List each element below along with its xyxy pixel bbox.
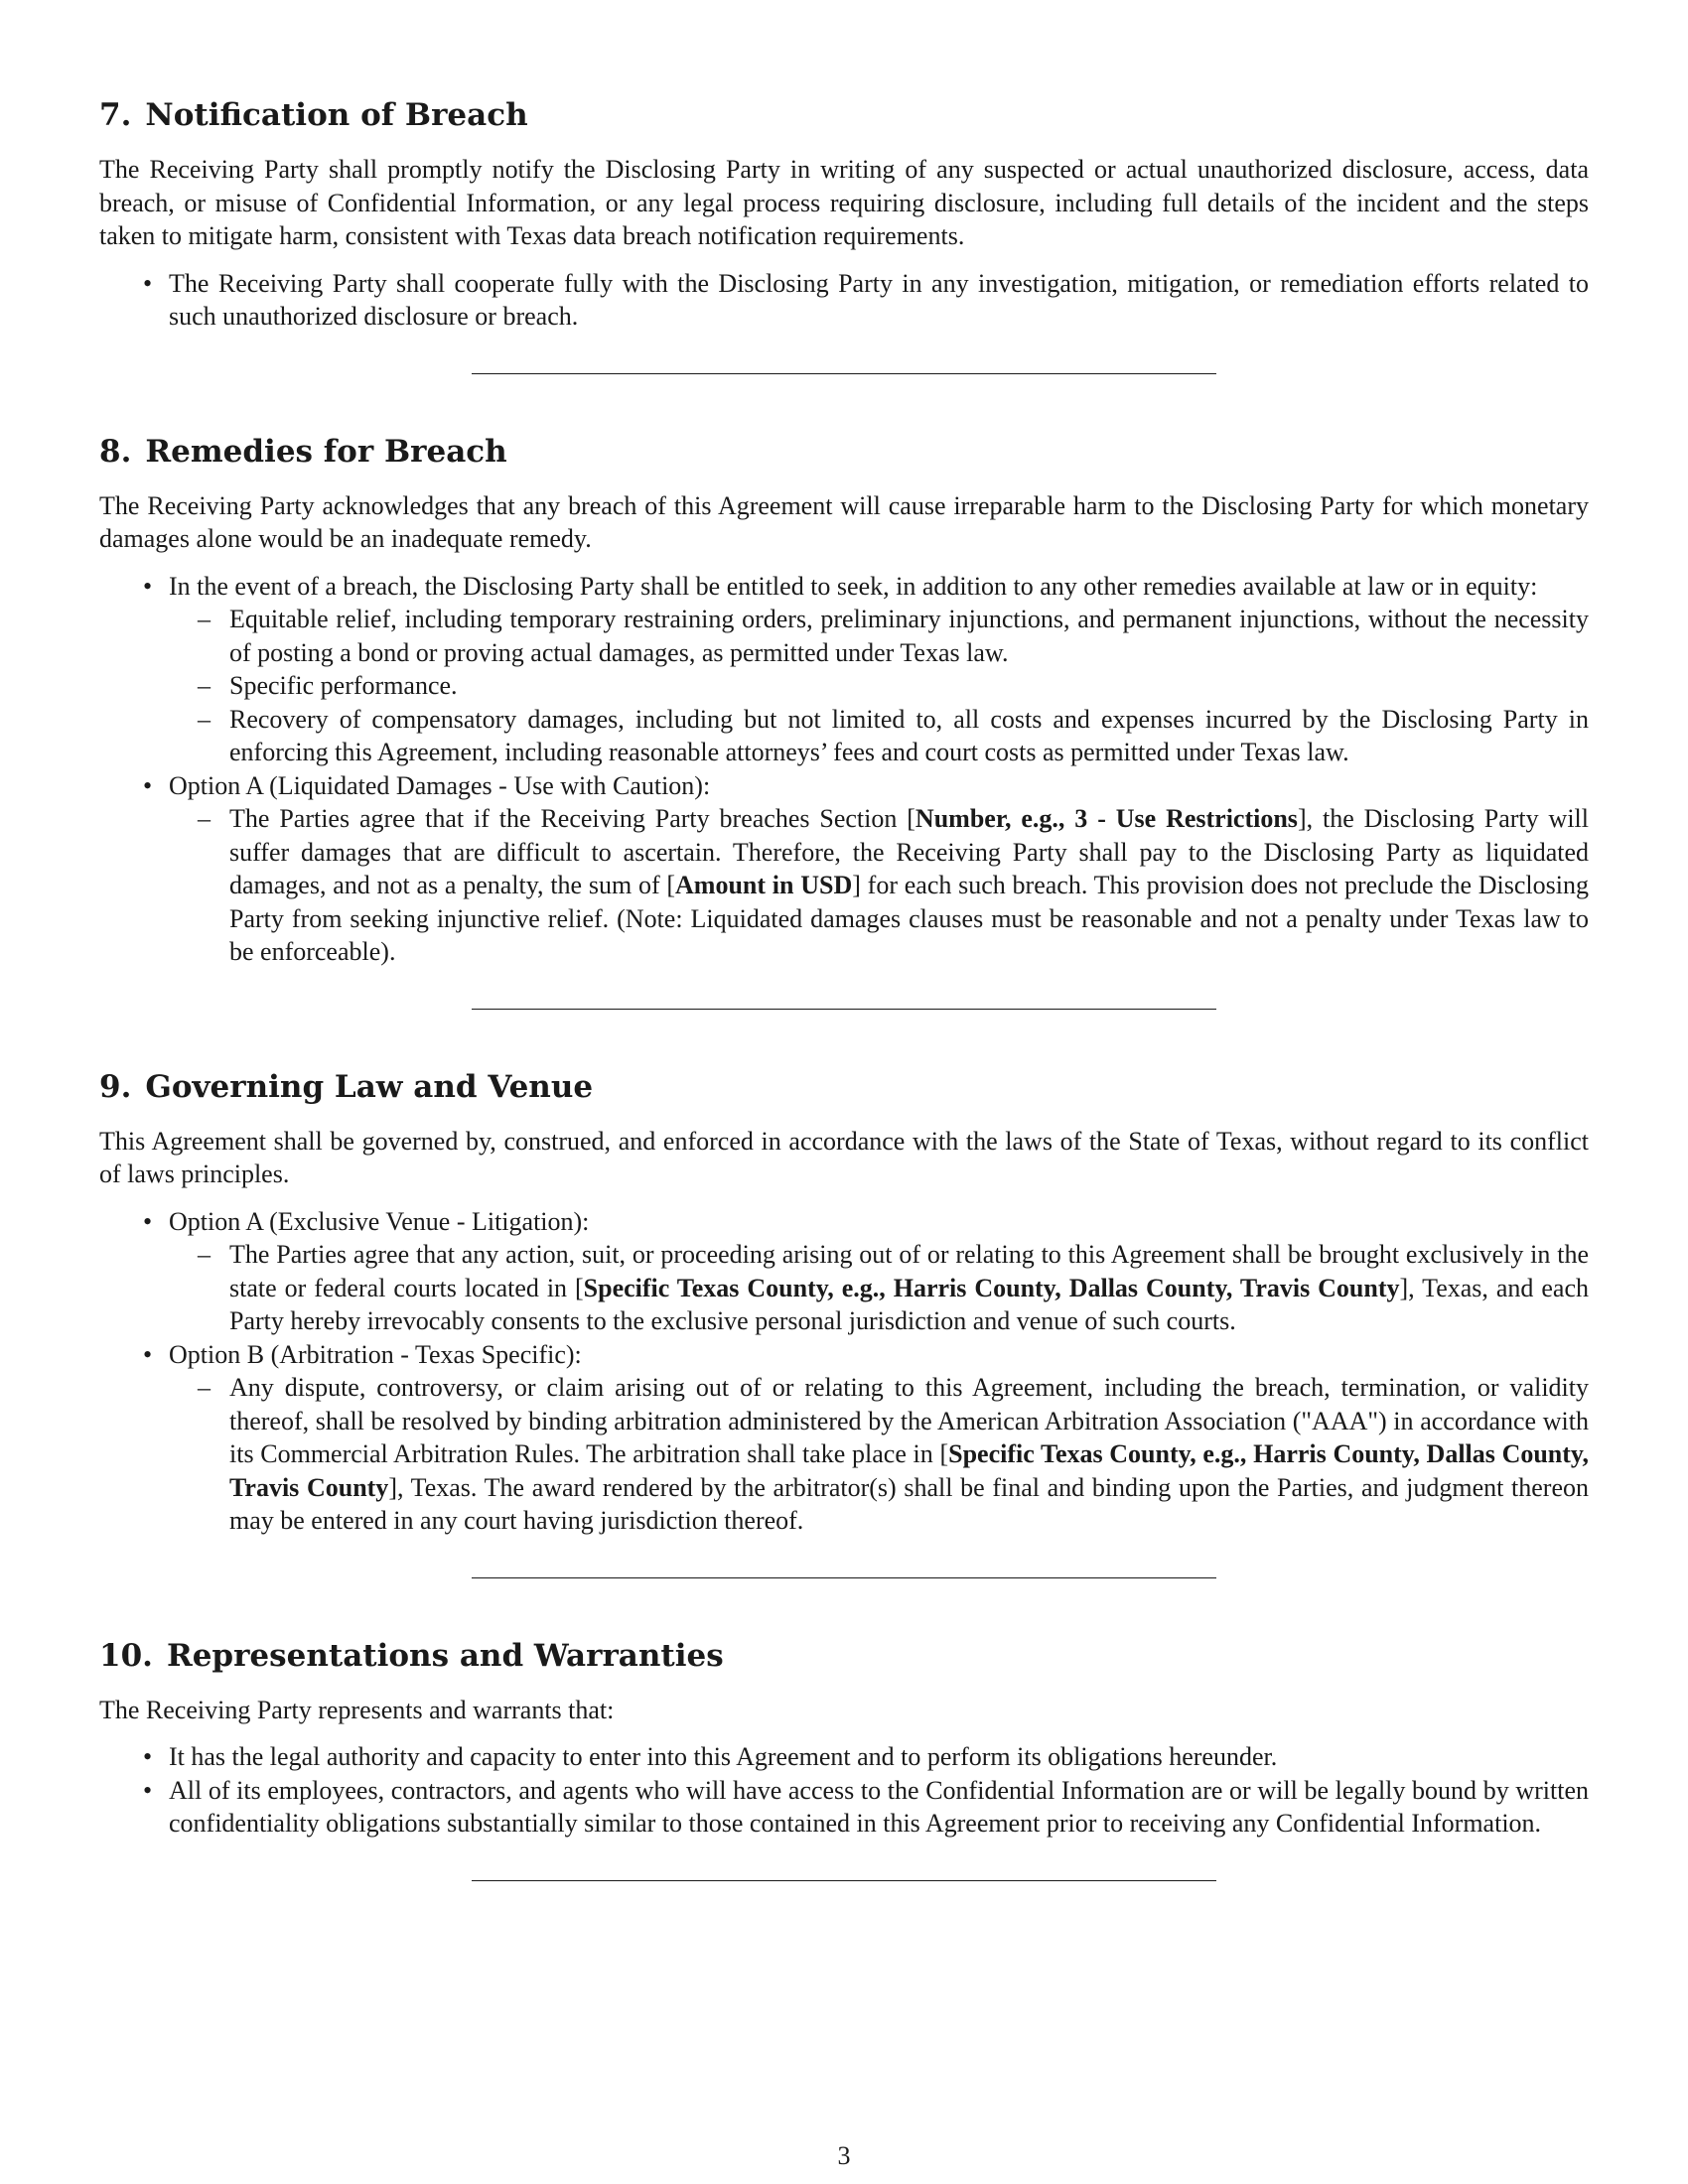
sub-list-item: – Specific performance. <box>229 669 1589 703</box>
bullet-list <box>99 570 1589 969</box>
sub-list-item: – The Parties agree that if the Receiving Party breaches Section [Number, e.g., 3 - Use Restrictions], the Disclosing Party will suffer damages that are difficult to ascertain. Therefore, the Receiving Party shall pay to the Disclosing Party as liquidated damages, and not as a penalty, the sum of [Amount in USD] for each such breach. This provision does not preclude the Disclosing Party from seeking injunctive relief. (Note: Liquidated damages clauses must be reasonable and not a penalty under Texas law to be enforceable). <box>198 804 1589 966</box>
bullet-glyph: • <box>143 1206 153 1236</box>
document-page <box>99 95 1589 1881</box>
sub-list-item: – Recovery of compensatory damages, including but not limited to, all costs and expenses incurred by the Disclosing Party in enforcing this Agreement, including reasonable attorneys’ fees and court costs as permitted under Texas law. <box>198 704 1589 766</box>
list-item: • Option A (Liquidated Damages - Use with Caution): – The Parties agree that if the Receiving Party breaches Section [Number, e.g., 3 - Use Restrictions], the Disclosing Party will suffer damages that are difficult to ascertain. Therefore, the Receiving Party shall pay to the Disclosing Party as liquidated damages, and not as a penalty, the sum of [Amount in USD] for each such breach. This provision does not preclude the Disclosing Party from seeking injunctive relief. (Note: Liquidated damages clauses must be reasonable and not a penalty under Texas law to be enforceable). <box>169 769 1589 969</box>
bullet-list <box>99 267 1589 334</box>
list-item: • Option B (Arbitration - Texas Specific): – Any dispute, controversy, or claim arising out of or relating to this Agreement, including the breach, termination, or validity thereof, shall be resolved by binding arbitration administered by the American Arbitration Association ("AAA") in accordance with its Commercial Arbitration Rules. The arbitration shall take place in [Specific Texas County, e.g., Harris County, Dallas County, Travis County], Texas. The award rendered by the arbitrator(s) shall be final and binding upon the Parties, and judgment thereon may be entered in any court having jurisdiction thereof. <box>169 1338 1589 1538</box>
list-item: • In the event of a breach, the Disclosing Party shall be entitled to seek, in addition to any other remedies available at law or in equity: – Equitable relief, including temporary restraining orders, preliminary injunctions, and permanent injunctions, without the necessity of posting a bond or proving actual damages, as permitted under Texas law. – Specific performance. – Recovery of compensatory damages, including but not limited to, all costs and expenses incurred by the Disclosing Party in enforcing this Agreement, including reasonable attorneys’ fees and court costs as permitted under Texas law. <box>169 570 1589 769</box>
section-paragraph: The Receiving Party acknowledges that any breach of this Agreement will cause irreparable harm to the Disclosing Party for which monetary damages alone would be an inadequate remedy. <box>99 490 1589 553</box>
section-9-governing-law-and-venue <box>99 1067 1589 1578</box>
section-8-remedies-for-breach <box>99 432 1589 1010</box>
bullet-list <box>99 1740 1589 1841</box>
bullet-glyph: • <box>143 1742 153 1771</box>
list-item: • It has the legal authority and capacity to enter into this Agreement and to perform its obligations hereunder. <box>169 1740 1589 1774</box>
section-heading: 7. Notification of Breach <box>99 97 528 133</box>
section-divider <box>472 1880 1216 1881</box>
dash-glyph: – <box>198 605 211 633</box>
section-heading: 10. Representations and Warranties <box>99 1637 724 1674</box>
list-item: • The Receiving Party shall cooperate fully with the Disclosing Party in any investigation, mitigation, or remediation efforts related to such unauthorized disclosure or breach. <box>143 268 1589 331</box>
sub-list <box>169 1371 1589 1538</box>
section-10-representations-and-warranties <box>99 1636 1589 1881</box>
bullet-glyph: • <box>143 571 153 601</box>
section-heading: 8. Remedies for Breach <box>99 433 507 470</box>
section-divider <box>472 1009 1216 1010</box>
section-paragraph: This Agreement shall be governed by, construed, and enforced in accordance with the laws of the State of Texas, without regard to its conflict of laws principles. <box>99 1126 1589 1188</box>
page-number: 3 <box>837 2141 851 2170</box>
sub-list-item: – Equitable relief, including temporary restraining orders, preliminary injunctions, and permanent injunctions, without the necessity of posting a bond or proving actual damages, as permitted under Texas law. <box>198 605 1589 667</box>
sub-list-item: – The Parties agree that any action, suit, or proceeding arising out of or relating to this Agreement shall be brought exclusively in the state or federal courts located in [Specific Texas County, e.g., Harris County, Dallas County, Travis County], Texas, and each Party hereby irrevocably consents to the exclusive personal jurisdiction and venue of such courts. <box>198 1240 1589 1335</box>
sub-list <box>169 802 1589 969</box>
list-item: • Option A (Exclusive Venue - Litigation): – The Parties agree that any action, suit, or proceeding arising out of or relating to this Agreement shall be brought exclusively in the state or federal courts located in [Specific Texas County, e.g., Harris County, Dallas County, Travis County], Texas, and each Party hereby irrevocably consents to the exclusive personal jurisdiction and venue of such courts. <box>169 1205 1589 1338</box>
bullet-glyph: • <box>143 1775 153 1805</box>
dash-glyph: – <box>198 671 211 700</box>
sub-list <box>169 1238 1589 1338</box>
list-item: • All of its employees, contractors, and agents who will have access to the Confidential Information are or will be legally bound by written confidentiality obligations substantially similar to those contained in this Agreement prior to receiving any Confidential Information. <box>143 1775 1589 1838</box>
bullet-glyph: • <box>143 1339 153 1369</box>
bullet-glyph: • <box>143 268 153 298</box>
sub-list-item: – Any dispute, controversy, or claim arising out of or relating to this Agreement, including the breach, termination, or validity thereof, shall be resolved by binding arbitration administered by the American Arbitration Association ("AAA") in accordance with its Commercial Arbitration Rules. The arbitration shall take place in [Specific Texas County, e.g., Harris County, Dallas County, Travis County], Texas. The award rendered by the arbitrator(s) shall be final and binding upon the Parties, and judgment thereon may be entered in any court having jurisdiction thereof. <box>198 1373 1589 1535</box>
bullet-glyph: • <box>143 770 153 800</box>
placeholder-field: Specific Texas County, e.g., Harris County, Dallas County, Travis County <box>583 1273 1400 1302</box>
section-heading: 9. Governing Law and Venue <box>99 1068 594 1105</box>
section-7-notification-of-breach <box>99 95 1589 374</box>
placeholder-field: Number, e.g., 3 - Use Restrictions <box>914 804 1298 833</box>
bullet-list <box>99 1205 1589 1538</box>
placeholder-field: Specific Texas County, e.g., Harris County, Dallas County, Travis County <box>229 1439 1589 1502</box>
dash-glyph: – <box>198 804 211 833</box>
sub-list <box>169 603 1589 769</box>
placeholder-field: Amount in USD <box>675 871 853 899</box>
dash-glyph: – <box>198 1240 211 1269</box>
section-divider <box>472 1577 1216 1578</box>
dash-glyph: – <box>198 704 211 734</box>
dash-glyph: – <box>198 1373 211 1402</box>
section-paragraph: The Receiving Party represents and warrants that: <box>99 1695 615 1724</box>
section-divider <box>472 373 1216 374</box>
section-paragraph: The Receiving Party shall promptly notify the Disclosing Party in writing of any suspected or actual unauthorized disclosure, access, data breach, or misuse of Confidential Information, or any legal process requiring disclosure, including full details of the incident and the steps taken to mitigate harm, consistent with Texas data breach notification requirements. <box>99 155 1589 250</box>
